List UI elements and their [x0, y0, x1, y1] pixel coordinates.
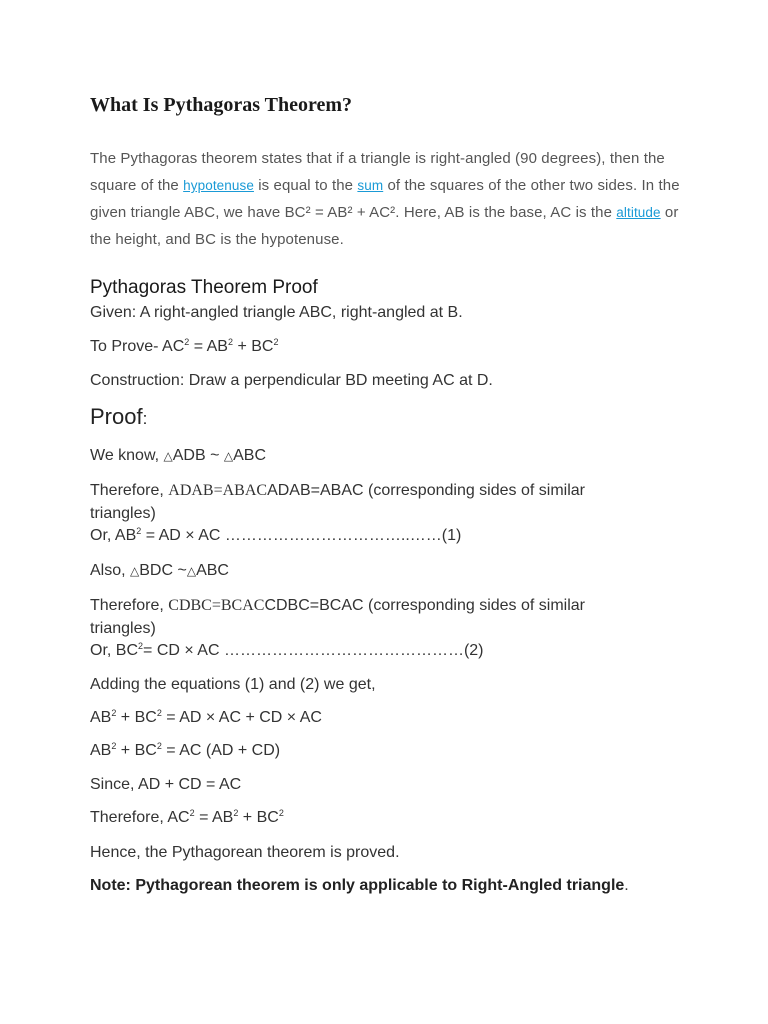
proof-label: [90, 404, 147, 430]
or-text: = CD × AC ………………………………………(2): [143, 642, 484, 659]
intro-text-2: is equal to the: [253, 177, 358, 194]
altitude-link[interactable]: altitude: [616, 205, 661, 220]
therefore-line-1: [90, 479, 650, 525]
therefore-text: ADAB=ABAC (corresponding sides of similar triangles): [90, 482, 585, 522]
since-line: Since, AD + CD = AC: [90, 776, 242, 793]
therefore-text: Therefore,: [90, 482, 169, 499]
superscript: 2: [273, 337, 279, 347]
superscript: 2: [233, 808, 239, 818]
hence-line: Hence, the Pythagorean theorem is proved.: [90, 844, 400, 861]
superscript: 2: [184, 337, 190, 347]
sum-link[interactable]: sum: [357, 178, 384, 193]
superscript: 2: [189, 808, 195, 818]
or-line-1: [90, 527, 461, 545]
to-prove-text: To Prove- AC: [90, 338, 185, 355]
we-know-text: ABC: [233, 447, 267, 464]
superscript: 2: [111, 708, 117, 718]
equation-text: = AD × AC + CD × AC: [161, 709, 322, 726]
intro-paragraph: [90, 145, 680, 253]
intro-text-1: The Pythagoras theorem states that if a triangle is right-angled (90 degrees), then the square of the: [90, 150, 665, 194]
equation-text: AB: [90, 742, 112, 759]
therefore-text: = AB: [194, 809, 234, 826]
to-prove-text: = AB: [189, 338, 228, 355]
proof-word: Proof: [90, 404, 143, 429]
equation-line-1: [90, 709, 322, 727]
superscript: 2: [111, 741, 117, 751]
note-line: [90, 877, 629, 895]
equation-text: AB: [90, 709, 112, 726]
hypotenuse-link[interactable]: hypotenuse: [183, 178, 254, 193]
we-know-text: We know,: [90, 447, 164, 464]
therefore-line-2: [90, 594, 650, 640]
page-title: What Is Pythagoras Theorem?: [90, 94, 353, 116]
construction-line: Construction: Draw a perpendicular BD meeting AC at D.: [90, 372, 493, 389]
triangle-icon: △: [163, 449, 173, 463]
therefore-text: Therefore, AC: [90, 809, 190, 826]
equation-text: = AC (AD + CD): [161, 742, 281, 759]
adding-line: Adding the equations (1) and (2) we get,: [90, 676, 376, 693]
equation-text: + BC: [116, 709, 157, 726]
therefore-text: Therefore,: [90, 597, 169, 614]
intro-text-4: or the height, and BC is the hypotenuse.: [90, 204, 679, 248]
therefore-text: CDBC=BCAC (corresponding sides of similar triangles): [90, 597, 585, 637]
triangle-icon: △: [223, 449, 234, 463]
superscript: 2: [136, 526, 142, 536]
we-know-text: ADB ~: [172, 447, 224, 464]
intro-text-3: of the squares of the other two sides. In the given triangle ABC, we have BC² = AB² + AC². Here, AB is the base, AC is the: [90, 177, 680, 221]
proof-section-heading: Pythagoras Theorem Proof: [90, 277, 318, 298]
equation-line-2: [90, 742, 280, 760]
also-text: BDC ~: [139, 562, 187, 579]
note-period: .: [624, 877, 629, 894]
math-expression: CDBC=BCAC: [168, 597, 265, 614]
superscript: 2: [156, 708, 162, 718]
equation-text: + BC: [116, 742, 157, 759]
or-text: = AD × AC ……………………………..……(1): [141, 527, 462, 544]
triangle-icon: △: [130, 564, 140, 578]
triangle-icon: △: [186, 564, 197, 578]
proof-colon: :: [142, 409, 148, 428]
also-text: Also,: [90, 562, 131, 579]
superscript: 2: [227, 337, 233, 347]
to-prove-line: [90, 338, 278, 356]
or-line-2: [90, 642, 484, 660]
given-line: Given: A right-angled triangle ABC, right-angled at B.: [90, 304, 463, 321]
or-text: Or, AB: [90, 527, 137, 544]
also-line: [90, 562, 229, 580]
also-text: ABC: [196, 562, 229, 579]
therefore-text: + BC: [238, 809, 279, 826]
superscript: 2: [138, 641, 144, 651]
therefore-line-3: [90, 809, 284, 827]
superscript: 2: [156, 741, 162, 751]
note-text: Note: Pythagorean theorem is only applicable to Right-Angled triangle: [90, 877, 625, 894]
we-know-line: [90, 447, 266, 465]
superscript: 2: [278, 808, 284, 818]
or-text: Or, BC: [90, 642, 139, 659]
to-prove-text: + BC: [233, 338, 274, 355]
math-expression: ADAB=ABAC: [168, 482, 268, 499]
